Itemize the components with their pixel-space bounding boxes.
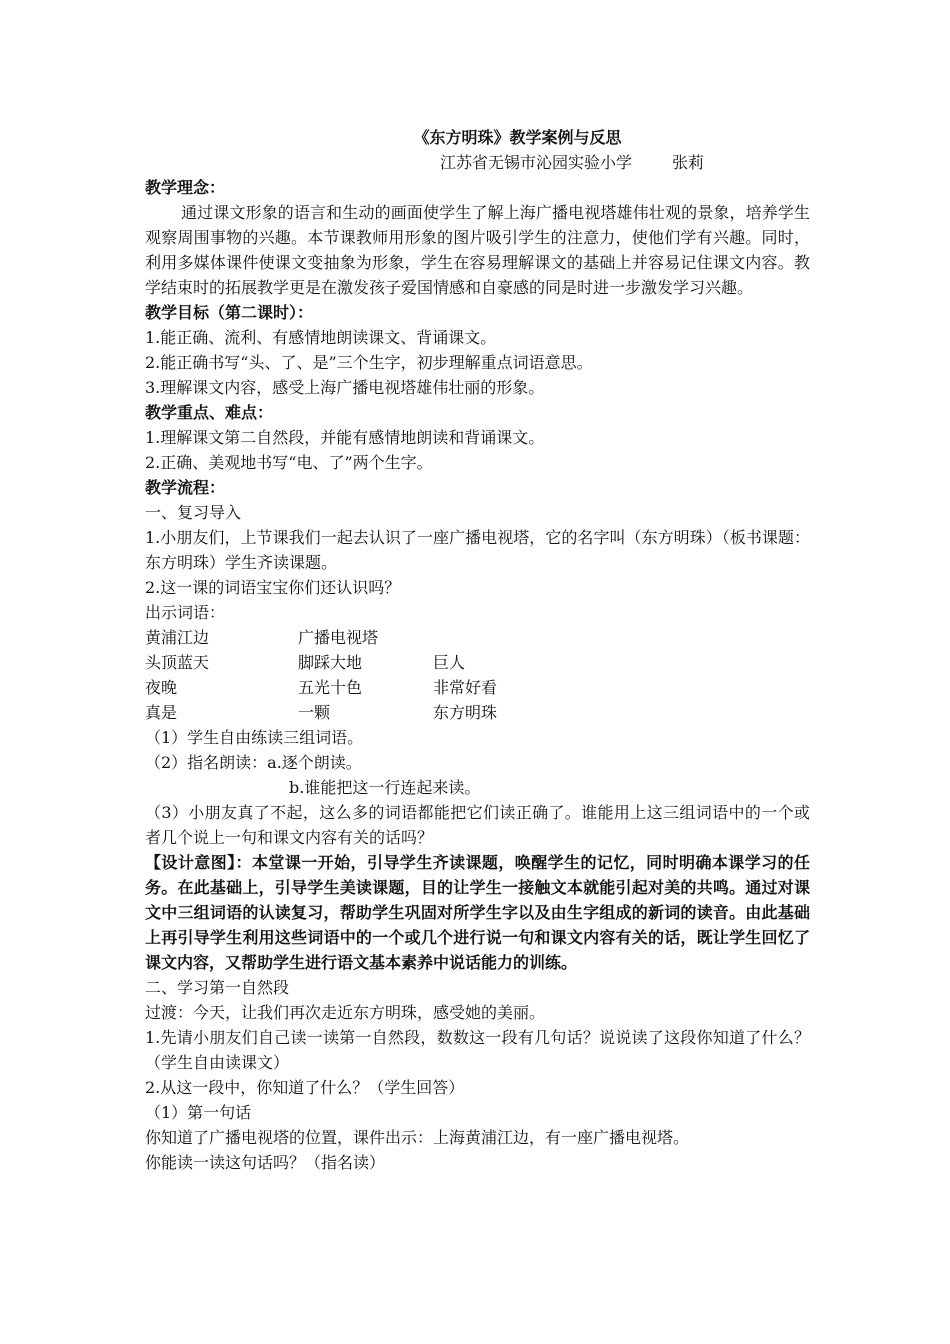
- step2: （2）指名朗读：a.逐个朗读。: [145, 753, 362, 772]
- section2-sub1-text: 你知道了广播电视塔的位置，课件出示：上海黄浦江边，有一座广播电视塔。: [145, 1128, 690, 1147]
- section2-sub1: （1）第一句话: [145, 1103, 252, 1122]
- word-cell: 夜晚: [145, 678, 178, 697]
- step2b: b.谁能把这一行连起来读。: [289, 778, 481, 797]
- section2-transition: 过渡：今天，让我们再次走近东方明珠，感受她的美丽。: [145, 1003, 546, 1022]
- goal-item: 3.理解课文内容，感受上海广播电视塔雄伟壮丽的形象。: [145, 378, 545, 397]
- keypoints-heading: 教学重点、难点：: [145, 403, 274, 422]
- word-cell: 脚踩大地: [298, 653, 363, 672]
- keypoint-item: 1.理解课文第二自然段，并能有感情地朗读和背诵课文。: [145, 428, 545, 447]
- author-school: 江苏省无锡市沁园实验小学: [440, 153, 633, 172]
- word-cell: 东方明珠: [433, 703, 498, 722]
- word-cell: [433, 625, 583, 650]
- word-cell: 五光十色: [298, 678, 363, 697]
- word-cell: 头顶蓝天: [145, 653, 210, 672]
- section2-p1: 1.先请小朋友们自己读一读第一自然段，数数这一段有几句话？说说读了这段你知道了什么？（学生自由读课文）: [145, 1028, 810, 1072]
- word-cell: 真是: [145, 703, 178, 722]
- step1: （1）学生自由练读三组词语。: [145, 728, 364, 747]
- design-intent: 【设计意图】：本堂课一开始，引导学生齐读课题，唤醒学生的记忆，同时明确本课学习的任务。在此基础上，引导学生美读课题，目的让学生一接触文本就能引起对美的共鸣。通过对课文中三组词语的认读复习，帮助学生巩固对所学生字以及由生字组成的新词的读音。由此基础上再引导学生利用这些词语中的一个或几个进行说一句和课文内容有关的话，既让学生回忆了课文内容，又帮助学生进行语文基本素养中说话能力的训练。: [145, 853, 810, 972]
- word-cell: 广播电视塔: [298, 628, 379, 647]
- step3: （3）小朋友真了不起，这么多的词语都能把它们读正确了。谁能用上这三组词语中的一个或者几个说上一句和课文内容有关的话吗？: [145, 803, 810, 847]
- section2-heading: 二、学习第一自然段: [145, 978, 290, 997]
- words-row: [145, 625, 810, 650]
- word-cell: 巨人: [433, 653, 466, 672]
- document-title: 《东方明珠》教学案例与反思: [413, 128, 622, 147]
- goal-item: 1.能正确、流利、有感情地朗读课文、背诵课文。: [145, 328, 497, 347]
- author-name: 张莉: [672, 153, 705, 172]
- concept-heading: 教学理念：: [145, 178, 226, 197]
- words-row: [145, 700, 810, 725]
- section1-p1: 1.小朋友们，上节课我们一起去认识了一座广播电视塔，它的名字叫（东方明珠）（板书课题：东方明珠）学生齐读课题。: [145, 528, 810, 572]
- keypoint-item: 2.正确、美观地书写“电、了”两个生字。: [145, 453, 433, 472]
- section2-p2: 2.从这一段中，你知道了什么？（学生回答）: [145, 1078, 465, 1097]
- goals-heading: 教学目标（第二课时）：: [145, 303, 314, 322]
- word-cell: 一颗: [298, 703, 331, 722]
- words-row: [145, 650, 810, 675]
- words-row: [145, 675, 810, 700]
- word-cell: 非常好看: [433, 678, 498, 697]
- word-cell: 黄浦江边: [145, 628, 210, 647]
- process-heading: 教学流程：: [145, 478, 226, 497]
- document-page: [145, 125, 810, 1175]
- author-line: [145, 150, 810, 175]
- goal-item: 2.能正确书写“头、了、是”三个生字，初步理解重点词语意思。: [145, 353, 593, 372]
- section2-sub1-question: 你能读一读这句话吗？（指名读）: [145, 1153, 386, 1172]
- section1-p2: 2.这一课的词语宝宝你们还认识吗？: [145, 578, 401, 597]
- concept-text: 通过课文形象的语言和生动的画面使学生了解上海广播电视塔雄伟壮观的景象，培养学生观察周围事物的兴趣。本节课教师用形象的图片吸引学生的注意力，使他们学有兴趣。同时，利用多媒体课件使课文变抽象为形象，学生在容易理解课文的基础上并容易记住课文内容。教学结束时的拓展教学更是在激发孩子爱国情感和自豪感的同是时进一步激发学习兴趣。: [145, 203, 810, 297]
- section1-heading: 一、复习导入: [145, 503, 242, 522]
- show-words-label: 出示词语：: [145, 603, 226, 622]
